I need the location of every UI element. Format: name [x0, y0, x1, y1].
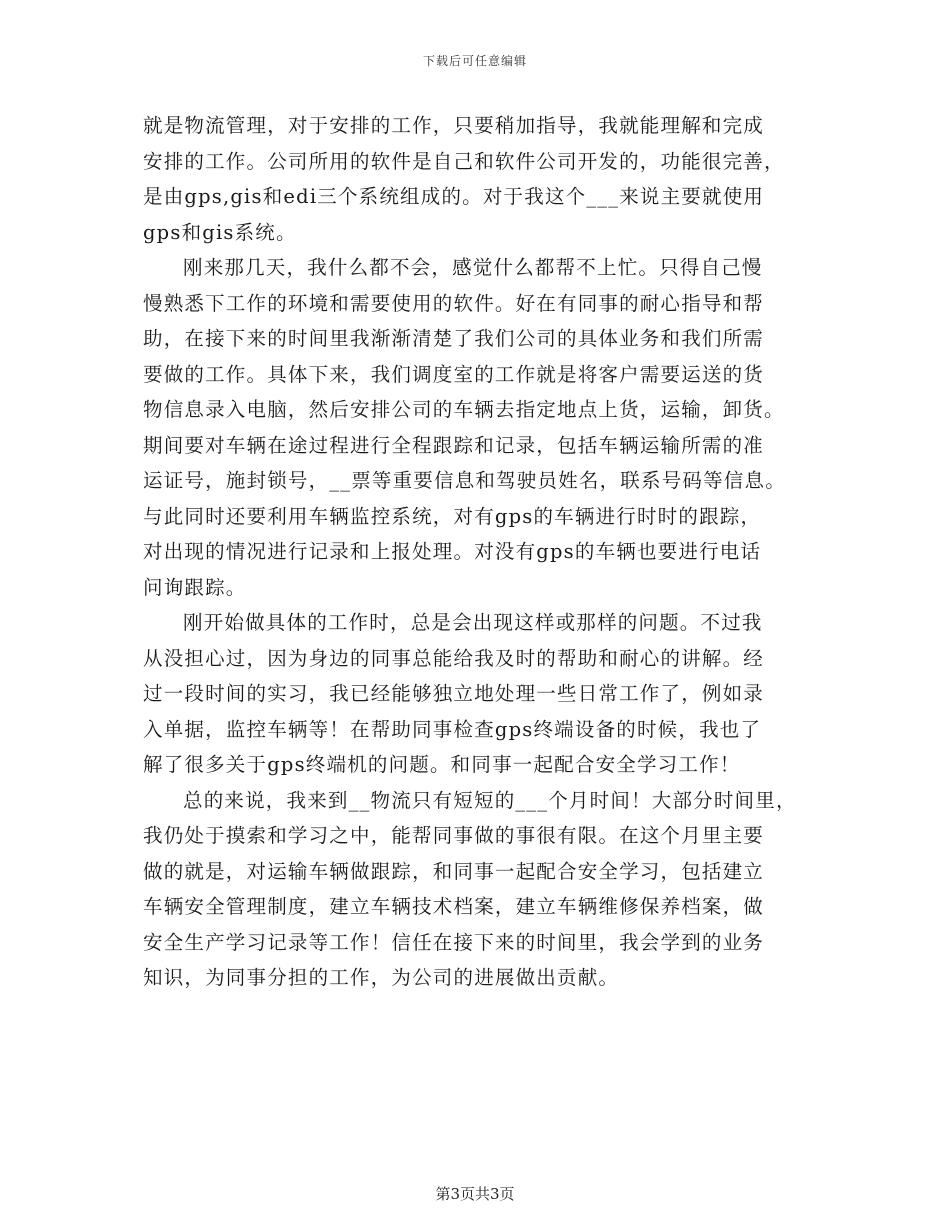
- paragraph-start-line: 刚来那几天，我什么都不会，感觉什么都帮不上忙。只得自己慢: [183, 256, 763, 279]
- text-line: 安全生产学习记录等工作！信任在接下来的时间里，我会学到的业务: [143, 930, 765, 954]
- text-line: 期间要对车辆在途过程进行全程跟踪和记录，包括车辆运输所需的准: [143, 433, 765, 457]
- text-line: 过一段时间的实习，我已经能够独立地处理一些日常工作了，例如录: [143, 682, 765, 705]
- page-header: 下载后可任意编辑: [422, 54, 527, 68]
- text-line: 运证号，施封锁号，__票等重要信息和驾驶员姓名，联系号码等信息。: [143, 469, 786, 492]
- paragraph-start-line: 总的来说，我来到__物流只有短短的___个月时间！大部分时间里，: [183, 788, 797, 812]
- text-line: 要做的工作。具体下来，我们调度室的工作就是将客户需要运送的货: [143, 362, 765, 386]
- text-line: 车辆安全管理制度，建立车辆技术档案，建立车辆维修保养档案，做: [143, 895, 765, 918]
- text-line: 知识，为同事分担的工作，为公司的进展做出贡献。: [143, 966, 620, 989]
- text-line: 与此同时还要利用车辆监控系统，对有gps的车辆进行时时的跟踪，: [143, 504, 762, 528]
- text-line: 物信息录入电脑，然后安排公司的车辆去指定地点上货，运输，卸货。: [143, 398, 785, 421]
- text-line: 就是物流管理，对于安排的工作，只要稍加指导，我就能理解和完成: [143, 114, 765, 137]
- paragraph-start-line: 刚开始做具体的工作时，总是会出现这样或那样的问题。不过我: [183, 611, 763, 634]
- text-line: 对出现的情况进行记录和上报处理。对没有gps的车辆也要进行电话: [143, 540, 762, 563]
- text-line: gps和gis系统。: [143, 220, 297, 244]
- text-line: 入单据，监控车辆等！在帮助同事检查gps终端设备的时候，我也了: [143, 717, 762, 741]
- text-line: 从没担心过，因为身边的同事总能给我及时的帮助和耐心的讲解。经: [143, 646, 765, 670]
- text-line: 解了很多关于gps终端机的问题。和同事一起配合安全学习工作！: [143, 753, 741, 776]
- text-line: 慢熟悉下工作的环境和需要使用的软件。好在有同事的耐心指导和帮: [143, 291, 765, 315]
- text-line: 做的就是，对运输车辆做跟踪，和同事一起配合安全学习，包括建立: [143, 859, 765, 883]
- text-line: 助，在接下来的时间里我渐渐清楚了我们公司的具体业务和我们所需: [143, 327, 765, 350]
- text-line: 我仍处于摸索和学习之中，能帮同事做的事很有限。在这个月里主要: [143, 824, 765, 847]
- text-line: 问询跟踪。: [143, 575, 247, 599]
- document-body: [143, 108, 823, 996]
- text-line: 安排的工作。公司所用的软件是自己和软件公司开发的，功能很完善，: [143, 149, 785, 173]
- page-footer: 第3页共3页: [435, 1185, 515, 1203]
- text-line: 是由gps,gis和edi三个系统组成的。对于我这个___来说主要就使用: [143, 185, 765, 208]
